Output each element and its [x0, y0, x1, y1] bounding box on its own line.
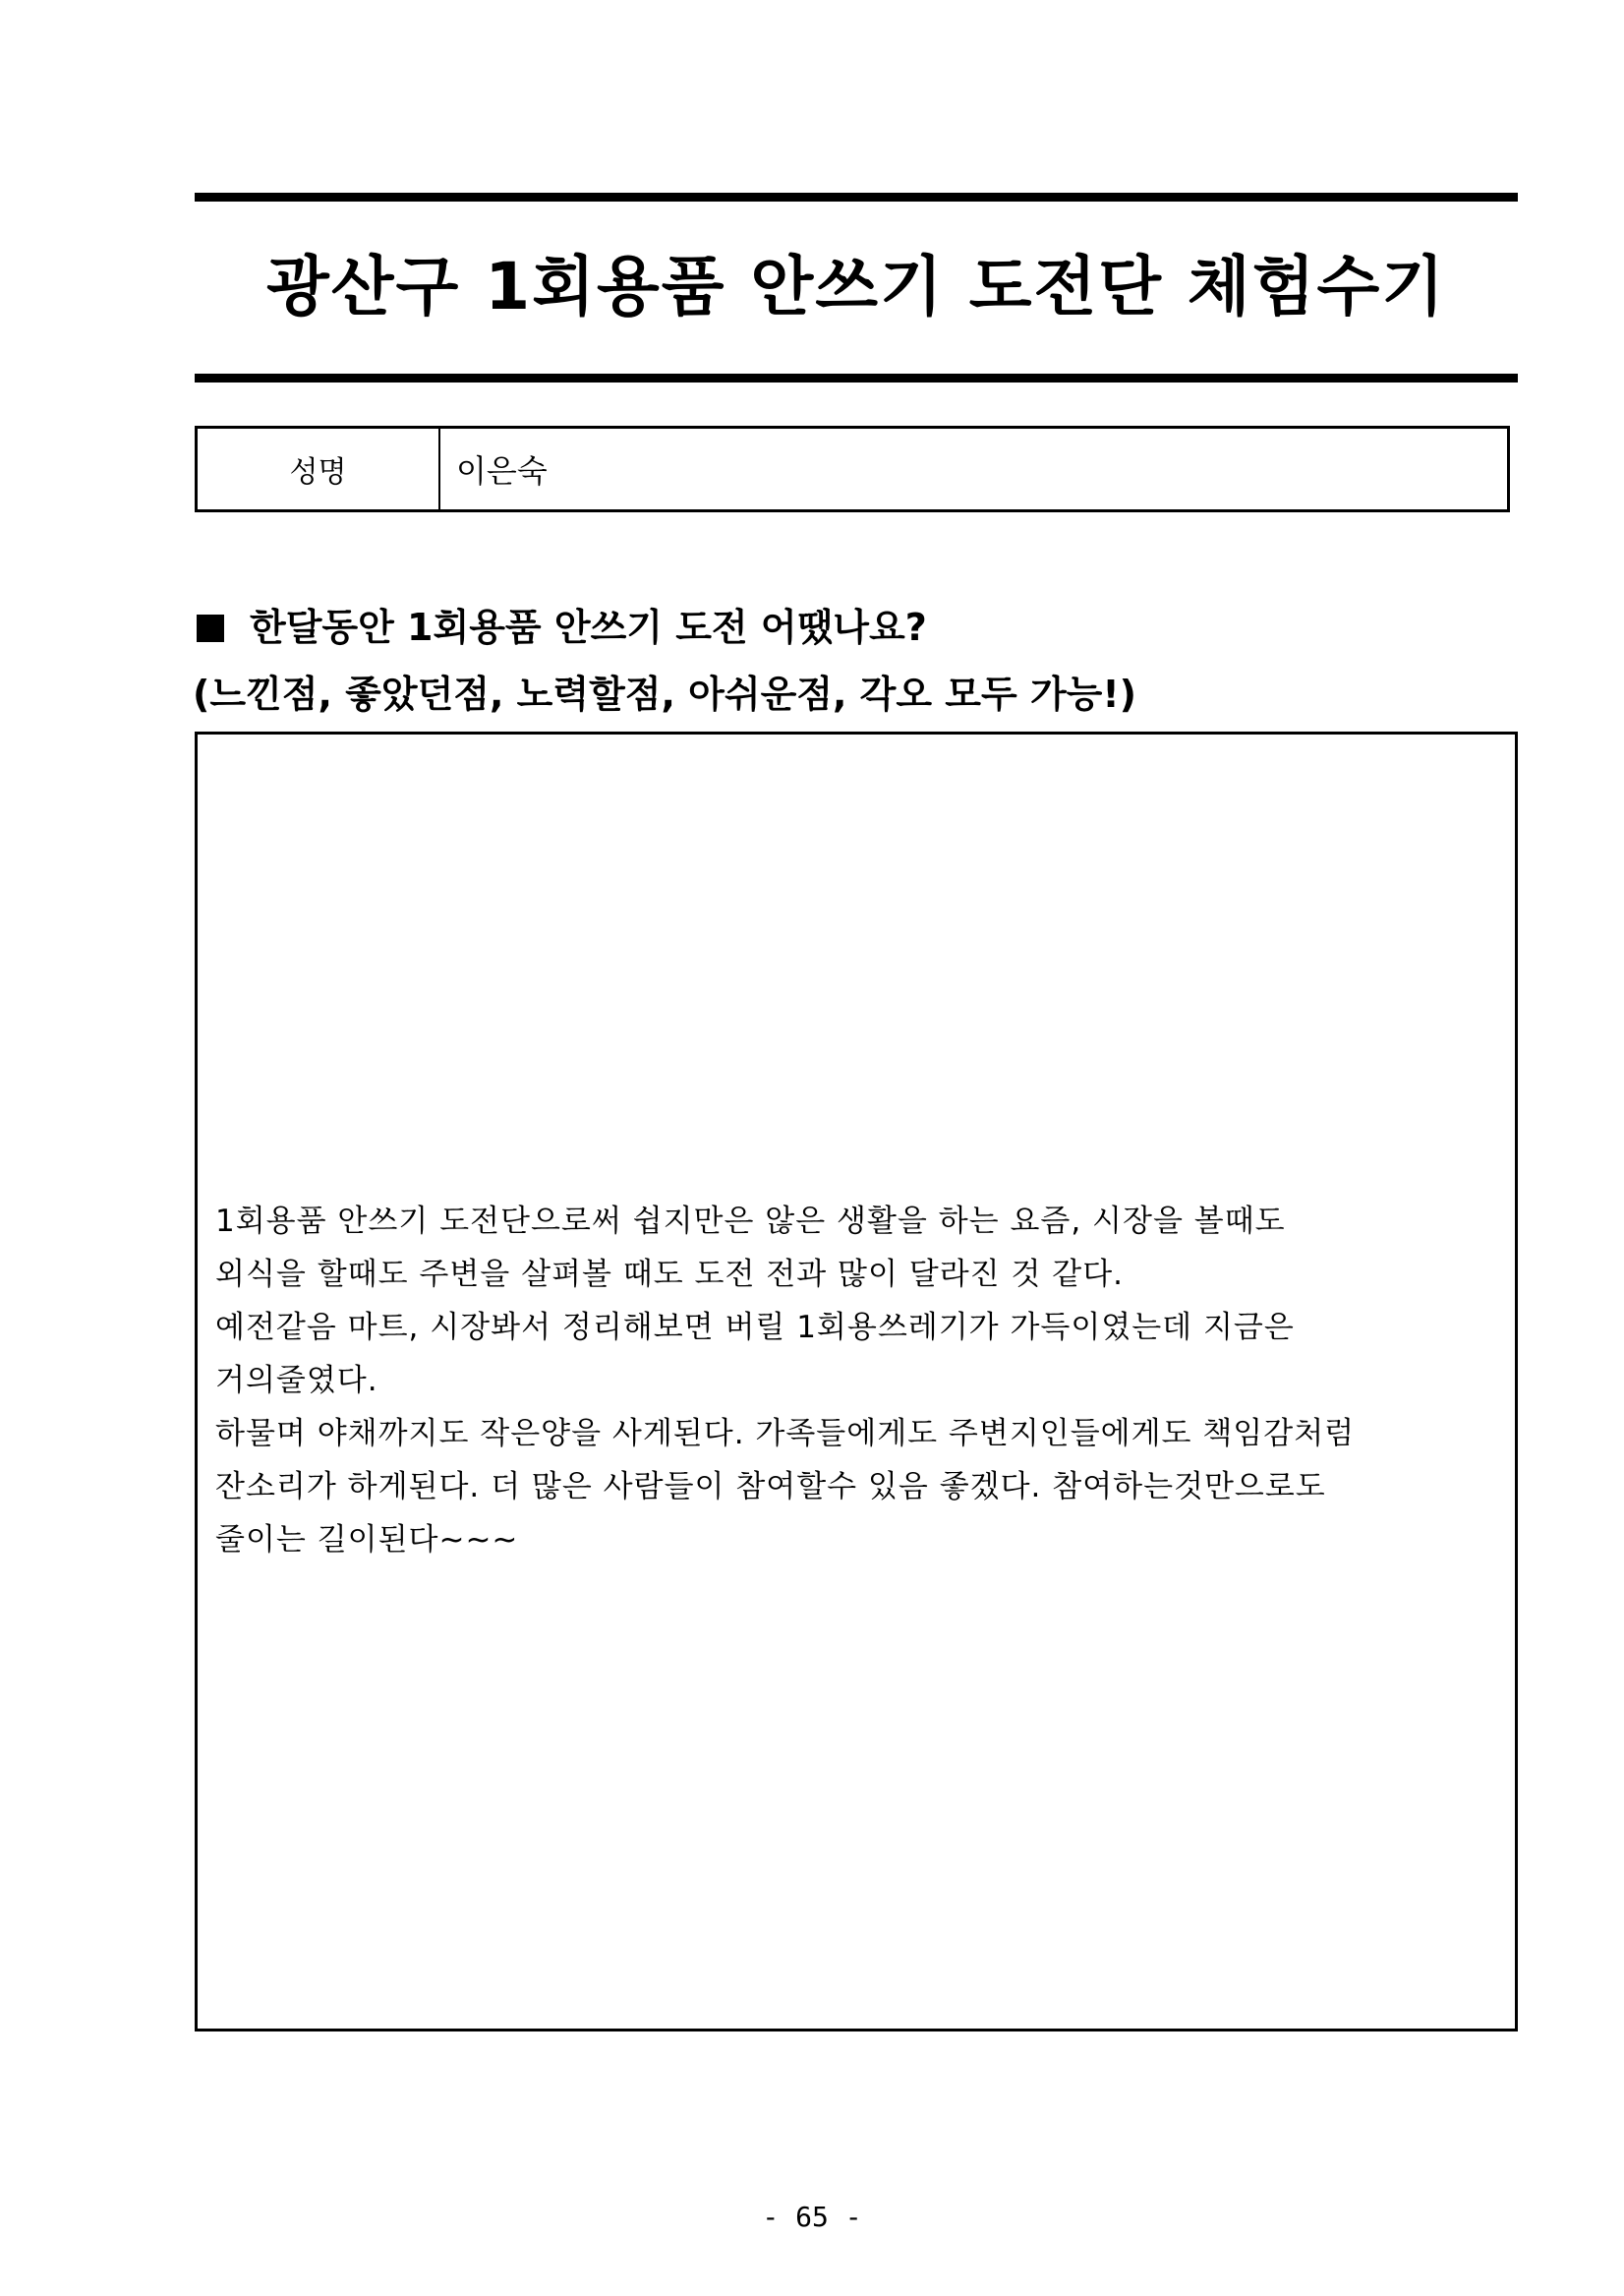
answer-line: 예전같음 마트, 시장봐서 정리해보면 버릴 1회용쓰레기가 가득이였는데 지금은 — [215, 1310, 1295, 1345]
answer-line: 거의줄였다. — [215, 1363, 378, 1398]
black-square-bullet-icon — [197, 615, 224, 642]
answer-box — [195, 732, 1518, 2031]
question-heading — [193, 594, 1136, 728]
question-line-2: (느낀점, 좋았던점, 노력할점, 아쉬운점, 각오 모두 가능!) — [193, 673, 1137, 716]
name-label: 성명 — [198, 429, 440, 509]
title-top-rule — [195, 193, 1518, 202]
question-line-1 — [193, 594, 1136, 661]
name-table — [195, 426, 1510, 512]
title-bottom-rule — [195, 374, 1518, 383]
answer-line: 외식을 할때도 주변을 살펴볼 때도 도전 전과 많이 달라진 것 같다. — [215, 1257, 1124, 1292]
name-value: 이은숙 — [456, 452, 548, 490]
question-text: 한달동안 1회용품 안쓰기 도전 어땠나요? — [250, 606, 927, 649]
page-number: - 65 - — [762, 2201, 862, 2233]
answer-text — [215, 1195, 1503, 1566]
document-title: 광산구 1회용품 안쓰기 도전단 체험수기 — [266, 249, 1446, 324]
answer-line: 잔소리가 하게된다. 더 많은 사람들이 참여할수 있음 좋겠다. 참여하는것만으로도 — [215, 1469, 1326, 1504]
answer-line: 하물며 야채까지도 작은양을 사게된다. 가족들에게도 주변지인들에게도 책임감처럼 — [215, 1416, 1356, 1451]
answer-line: 1회용품 안쓰기 도전단으로써 쉽지만은 않은 생활을 하는 요즘, 시장을 볼때도 — [215, 1204, 1286, 1239]
answer-line: 줄이는 길이된다~~~ — [215, 1522, 519, 1558]
